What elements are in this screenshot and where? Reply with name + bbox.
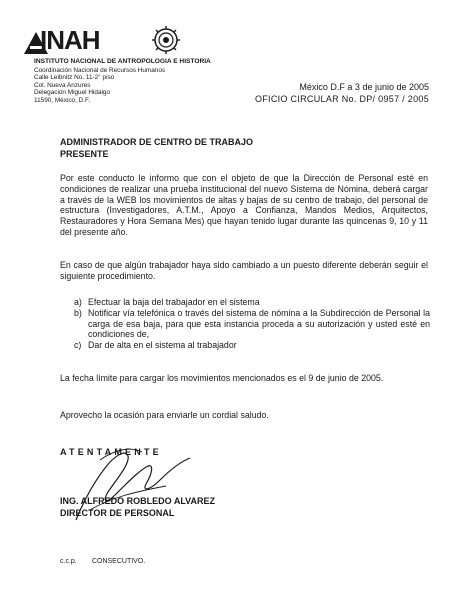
list-item-text: Efectuar la baja del trabajador en el sistema [88,297,260,307]
address-line: Calle Leibnitz No. 11-2° piso [34,74,115,82]
list-item [74,297,430,308]
recipient-block [60,136,253,160]
ccp-label: c.c.p. [60,558,77,565]
ccp-line [60,557,145,566]
sender-address [34,67,165,104]
body-paragraph-1: Por este conducto le informo que con el objeto de que la Dirección de Personal esté en condiciones de realizar una prueba institucional del nuevo Sistema de Nómina, deberá cargar a través de la WEB los movimientos de altas y bajas de su centro de trabajo, del personal de estructura (Investigadores, A.T.M., Apoyo a Confianza, Mandos Medios, Arquitectos, Restauradores y Hora Semana Mes) que hayan tenido lugar durante las quincenas 9, 10 y 11 del presente año. [60,173,428,237]
list-marker: b) [74,307,82,318]
address-line: Coordinación Nacional de Recursos Humanos [34,67,166,74]
ccp-value: CONSECUTIVO. [91,558,146,565]
list-marker: c) [74,340,82,351]
list-item-text: Notificar vía telefónica o través del sistema de nómina a la Subdirección de Personal la carga de esa baja, para que esta instancia proceda a su autorización y usted esté en condiciones de, [88,307,430,340]
recipient-presente: PRESENTE [60,149,109,159]
closing-salutation: ATENTAMENTE [60,447,162,457]
signer-name: ING. ALFREDO ROBLEDO ALVAREZ [60,496,215,506]
document-date: México D.F a 3 de junio de 2005 [299,82,429,92]
procedure-list [74,297,430,351]
address-line: Delegación Miguel Hidalgo [34,89,111,97]
recipient-title: ADMINISTRADOR DE CENTRO DE TRABAJO [60,137,254,147]
oficio-number: OFICIO CIRCULAR No. DP/ 0957 / 2005 [254,94,429,104]
list-item [74,308,430,340]
list-item-text: Dar de alta en el sistema al trabajador [88,340,237,351]
body-paragraph-4: Aprovecho la ocasión para enviarle un cordial saludo. [60,410,269,420]
list-item [74,340,430,351]
address-line: 11590, México, D.F. [34,96,91,104]
body-paragraph-3: La fecha límite para cargar los movimientos mencionados es el 9 de junio de 2005. [60,373,384,383]
logo-wordmark: INAH [40,25,100,55]
list-marker: a) [74,297,82,307]
institution-name: INSTITUTO NACIONAL DE ANTROPOLOGIA E HISTORIA [34,58,211,65]
body-paragraph-2: En caso de que algún trabajador haya sido cambiado a un puesto diferente deberán seguir el siguiente procedimiento. [60,260,428,281]
signer-title: DIRECTOR DE PERSONAL [60,508,175,518]
address-line: Col. Nueva Anzures [34,81,91,89]
signer-block [60,495,215,519]
